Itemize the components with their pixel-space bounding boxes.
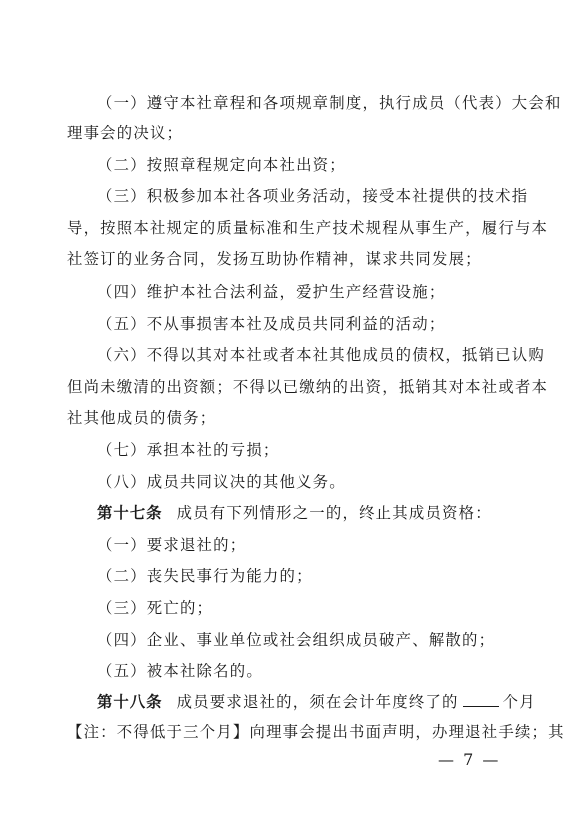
text-line: （六）不得以其对本社或者本社其他成员的债权，抵销已认购 <box>97 346 545 364</box>
article-17 <box>0 503 580 523</box>
text-line: （四）维护本社合法利益，爱护生产经营设施； <box>97 283 446 301</box>
fill-in-blank <box>463 692 499 707</box>
text-line: 社其他成员的债务； <box>67 409 217 427</box>
article-18 <box>0 692 580 712</box>
list-item: （三）死亡的； <box>97 599 214 617</box>
text-line: 但尚未缴清的出资额；不得以已缴纳的出资，抵销其对本社或者本 <box>67 378 549 396</box>
text-line: （一）遵守本社章程和各项规章制度，执行成员（代表）大会和 <box>97 94 562 112</box>
article-17-title: 第十七条 <box>97 504 163 522</box>
article-18-text-after: 个月 <box>502 693 536 711</box>
article-18-text: 成员要求退社的，须在会计年度终了的 <box>176 693 459 711</box>
text-line: （三）积极参加本社各项业务活动，接受本社提供的技术指 <box>97 187 529 205</box>
list-item: （四）企业、事业单位或社会组织成员破产、解散的； <box>97 631 496 649</box>
text-line: （二）按照章程规定向本社出资； <box>97 156 346 174</box>
text-line: 理事会的决议； <box>67 124 184 142</box>
list-item: （二）丧失民事行为能力的； <box>97 567 313 585</box>
article-18-title: 第十八条 <box>97 693 163 711</box>
text-line: （五）不从事损害本社及成员共同利益的活动； <box>97 315 446 333</box>
list-item: （一）要求退社的； <box>97 536 247 554</box>
text-line: （八）成员共同议决的其他义务。 <box>97 473 346 491</box>
article-18-continuation: 【注：不得低于三个月】向理事会提出书面声明，办理退社手续；其 <box>67 723 565 741</box>
text-line: （七）承担本社的亏损； <box>97 441 280 459</box>
list-item: （五）被本社除名的。 <box>97 662 263 680</box>
text-line: 导，按照本社规定的质量标准和生产技术规程从事生产，履行与本 <box>67 219 549 237</box>
article-17-text: 成员有下列情形之一的，终止其成员资格： <box>176 504 492 522</box>
page-number: — 7 — <box>438 750 501 769</box>
text-line: 社签订的业务合同，发扬互助协作精神，谋求共同发展； <box>67 250 482 268</box>
